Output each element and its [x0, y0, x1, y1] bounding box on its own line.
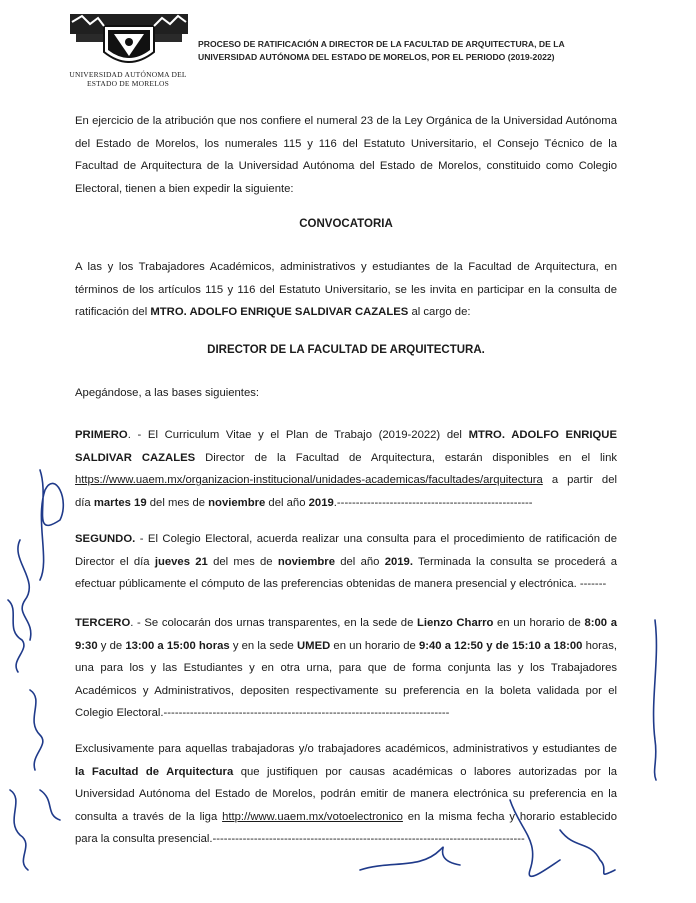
position-title: DIRECTOR DE LA FACULTAD DE ARQUITECTURA.	[207, 344, 485, 356]
intro-paragraph: En ejercicio de la atribución que nos confiere el numeral 23 de la Ley Orgánica de la Universidad Autónoma del Estado de Morelos, los numerales 115 y 116 del Estatuto Universitario, el Consejo Técnico de la Facultad de Arquitectura de la Universidad Autónoma del Estado de Morelos, constituido como Colegio Electoral, tienen a bien expedir la siguiente:	[75, 115, 617, 195]
invite-paragraph: A las y los Trabajadores Académicos, administrativos y estudiantes de la Facultad de Arquitectura, en términos de los artículos 115 y 116 del Estatuto Universitario, se les invita en participar en la consulta de ratificación del MTRO. ADOLFO ENRIQUE SALDIVAR CAZALES al cargo de:	[75, 261, 617, 318]
university-seal-icon	[70, 12, 188, 68]
curriculum-link[interactable]: https://www.uaem.mx/organizacion-institucional/unidades-academicas/facultades/arquitectura	[75, 474, 543, 486]
segundo-paragraph: SEGUNDO. - El Colegio Electoral, acuerda realizar una consulta para el procedimiento de ratificación de Director el día jueves 21 del mes de noviembre del año 2019. Terminada la consulta se procederá a efectuar públicamente el cómputo de las preferencias obtenidas de manera presencial y electrónica. -------	[75, 533, 618, 590]
primero-label: PRIMERO	[75, 429, 128, 441]
tercero-label: TERCERO	[75, 617, 131, 629]
convocatoria-title: CONVOCATORIA	[299, 218, 393, 230]
heading-line2: UNIVERSIDAD AUTÓNOMA DEL ESTADO DE MORELOS, POR EL PERIODO (2019-2022)	[198, 51, 555, 62]
document-heading	[198, 38, 618, 63]
university-name-line2: ESTADO DE MORELOS	[87, 79, 169, 88]
voto-electronico-link[interactable]: http://www.uaem.mx/votoelectronico	[222, 810, 403, 823]
university-name-line1: UNIVERSIDAD AUTÓNOMA DEL	[69, 70, 187, 79]
candidate-name: MTRO. ADOLFO ENRIQUE SALDIVAR CAZALES	[150, 306, 409, 318]
primero-paragraph: PRIMERO. - El Curriculum Vitae y el Plan de Trabajo (2019-2022) del MTRO. ADOLFO ENRIQUE SALDIVAR CAZALES Director de la Facultad de Arquitectura, estarán disponibles en el link https://www.uaem.mx/organizacion-institucional/unidades-academicas/facultades/arquitectura a partir del día martes 19 del mes de noviembre del año 2019.----------------------------------------------------	[75, 429, 617, 509]
heading-line1: PROCESO DE RATIFICACIÓN A DIRECTOR DE LA FACULTAD DE ARQUITECTURA, DE LA	[198, 39, 565, 49]
electronic-vote-paragraph: Exclusivamente para aquellas trabajadoras y/o trabajadores académicos, administrativos y estudiantes de la Facultad de Arquitectura que justifiquen por causas académicas o labores autorizadas por la Universidad Autónoma del Estado de Morelos, podrán emitir de manera electrónica su preferencia en la consulta a través de la liga http://www.uaem.mx/votoelectronico en la misma fecha y horario establecido para la consulta presencial.-----------------------------------------------------------------------------------	[75, 743, 617, 845]
segundo-label: SEGUNDO.	[75, 533, 136, 545]
tercero-paragraph: TERCERO. - Se colocarán dos urnas transparentes, en la sede de Lienzo Charro en un horario de 8:00 a 9:30 y de 13:00 a 15:00 horas y en la sede UMED en un horario de 9:40 a 12:50 y de 15:10 a 18:00 horas, una para los y las Estudiantes y en otra urna, para que de forma conjunta las y los Trabajadores Académicos y Administrativos, depositen respectivamente su preferencia en la boleta validada por el Colegio Electoral.----------------------------------------------------------------------------	[75, 617, 617, 719]
bases-intro: Apegándose, a las bases siguientes:	[75, 387, 260, 399]
